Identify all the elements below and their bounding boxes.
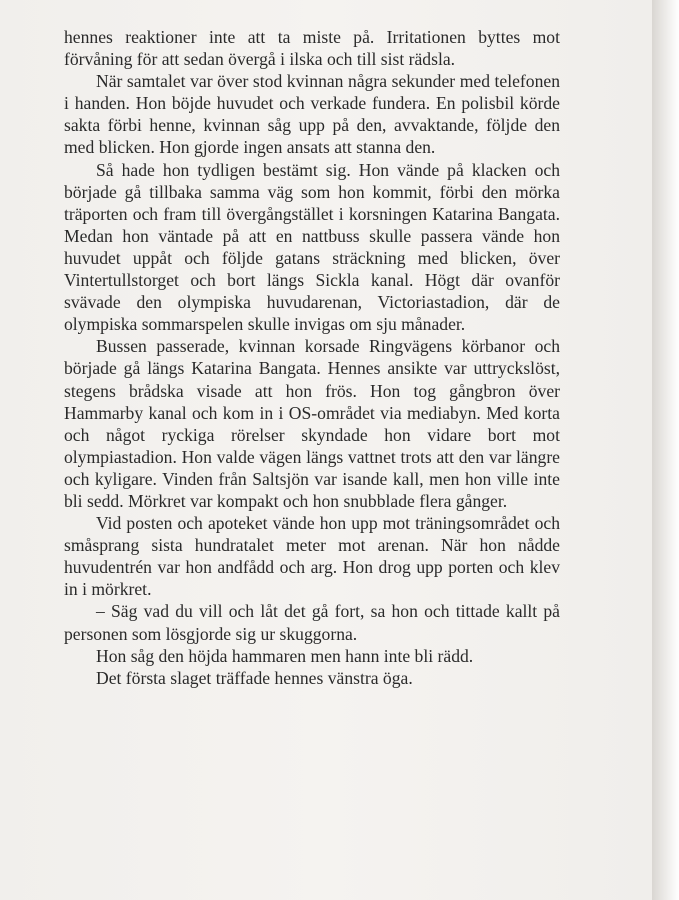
page-edge <box>652 0 679 900</box>
paragraph: När samtalet var över stod kvinnan några sekunder med telefonen i handen. Hon böjde huvudet och verkade fundera. En polisbil körde sakta förbi henne, kvinnan såg upp på den, avvaktande, följde den med blicken. Hon gjorde ingen ansats att stanna den. <box>64 71 560 158</box>
paragraph: hennes reaktioner inte att ta miste på. Irritationen byttes mot förvåning för att sedan övergå i ilska och till sist rädsla. <box>64 27 560 70</box>
paragraph: – Säg vad du vill och låt det gå fort, sa hon och tittade kallt på personen som lösgjorde sig ur skuggorna. <box>64 601 560 644</box>
paragraph: Bussen passerade, kvinnan korsade Ringvägens körbanor och började gå längs Katarina Bangata. Hennes ansikte var uttryckslöst, stegens brådska visade att hon frös. Hon tog gångbron över Hammarby kanal och kom in i OS-området via mediabyn. Med korta och något ryckiga rörelser skyndade hon vidare bort mot olympiastadion. Hon valde vägen längs vattnet trots att den var längre och kyligare. Vinden från Saltsjön var isande kall, men hon ville inte bli sedd. Mörkret var kompakt och hon snubblade flera gånger. <box>64 336 560 511</box>
paragraph: Hon såg den höjda hammaren men hann inte bli rädd. <box>96 645 474 666</box>
paragraph: Det första slaget träffade hennes vänstra öga. <box>96 667 413 688</box>
paragraph: Så hade hon tydligen bestämt sig. Hon vände på klacken och började gå tillbaka samma väg som hon kommit, förbi den mörka träporten och fram till övergångstället i korsningen Katarina Bangata. Medan hon väntade på att en nattbuss skulle passera vände hon huvudet uppåt och följde gatans sträckning med blicken, över Vintertullstorget och bort längs Sickla kanal. Högt där ovanför svävade den olympiska huvudarenan, Victoriastadion, där de olympiska sommarspelen skulle invigas om sju månader. <box>64 159 560 335</box>
paragraph: Vid posten och apoteket vände hon upp mot träningsområdet och småsprang sista hundratalet meter mot arenan. När hon nådde huvudentrén var hon andfådd och arg. Hon drog upp porten och klev in i mörkret. <box>64 513 560 600</box>
body-text <box>64 26 560 689</box>
